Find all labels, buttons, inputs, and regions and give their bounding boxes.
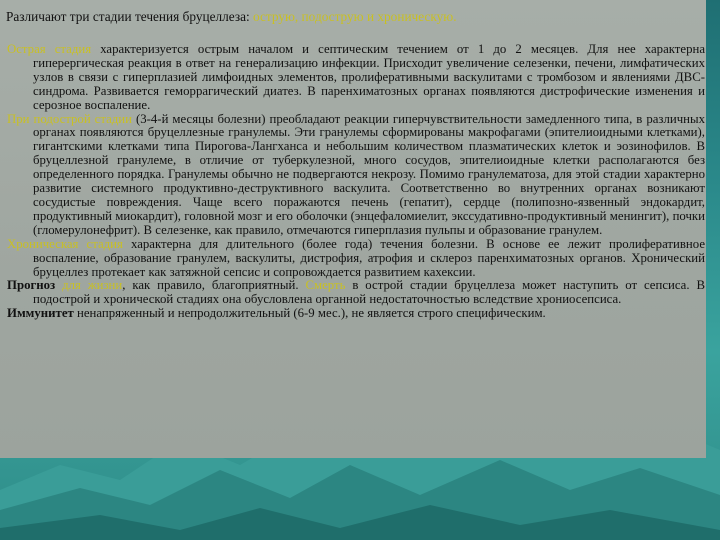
term-immunity: Иммунитет — [7, 306, 74, 321]
paragraph-prognosis — [7, 279, 705, 307]
text-chronic-stage: характерна для длительного (более года) течения болезни. В основе ее лежит пролиферативное воспаление, образование гранулем, васкулиты, дистрофия, атрофия и склероз паренхиматозных органов. Хронический бруцеллез протекает как затяжной сепсис и сопровождается развитием кахексии. — [33, 236, 705, 279]
paragraph-subacute-stage — [7, 113, 705, 238]
term-chronic-stage: Хроническая стадия — [7, 236, 123, 251]
intro-stages: острую, подострую и хроническую. — [253, 9, 457, 24]
paragraph-chronic-stage — [7, 238, 705, 280]
text-acute-stage: характеризуется острым началом и септическим течением от 1 до 2 месяцев. Для нее характерна гиперергическая реакция в ответ на генерализацию инфекции. Присходит увеличение селезенки, печени, лимфатических узлов в связи с гиперплазией лимфоидных элементов, пролиферативными васкулитами с тромбозом и явлениями ДВС-синдрома. Развивается геморрагический диатез. В паренхиматозных органах появляются дистрофические изменения и серозное воспаление. — [33, 42, 706, 112]
term-subacute-stage: При подострой стадии — [7, 111, 132, 126]
term-death: Смерть — [305, 278, 346, 293]
text-subacute-stage: (3-4-й месяцы болезни) преобладают реакции гиперчувствительности замедленного типа, в различных органах появляются бруцеллезные гранулемы. Эти гранулемы сформированы макрофагами (эпителиоидными клетками), гигантскими клетками типа Пирогова-Лангханса и небольшим количеством плазматических клеток и эозинофилов. В бруцеллезной гранулеме, в отличие от туберкулезной, много сосудов, эпителиоидные клетки располагаются без определенного порядка. Гранулемы обычно не подвергаются некрозу. Помимо гранулематоза, для этой стадии характерно развитие системного продуктивно-деструктивного васкулита. Соответственно во внутренних органах возникают сосудистые повреждения. Чаще всего поражаются печень (гепатит), сердце (полипозно-язвенный эндокардит, продуктивный миокардит), головной мозг и его оболочки (энцефаломиелит, экссудативно-продуктивный менингит), почки (гломерулонефрит). В селезенке, как правило, отмечаются гиперплазия пульпы и образование гранулем. — [33, 111, 705, 237]
intro-lead: Различают три стадии течения бруцеллеза: — [6, 9, 253, 24]
term-acute-stage: Острая стадия — [7, 42, 92, 56]
term-prognosis-life: для жизни — [55, 278, 123, 293]
term-prognosis: Прогноз — [7, 278, 56, 293]
text-immunity: ненапряженный и непродолжительный (6-9 мес.), не является строго специфическим. — [73, 306, 546, 321]
text-prognosis-1: , как правило, благоприятный. — [122, 278, 306, 293]
content-body — [7, 43, 705, 321]
text-prognosis-2: в острой стадии бруцеллеза может наступить от сепсиса. В подострой и хронической стадиях она обусловлена органной недостаточностью вследствие хрониосепсиса. — [33, 278, 705, 307]
paragraph-immunity — [7, 307, 705, 321]
paragraph-acute-stage — [7, 43, 705, 113]
intro-line — [6, 8, 706, 25]
